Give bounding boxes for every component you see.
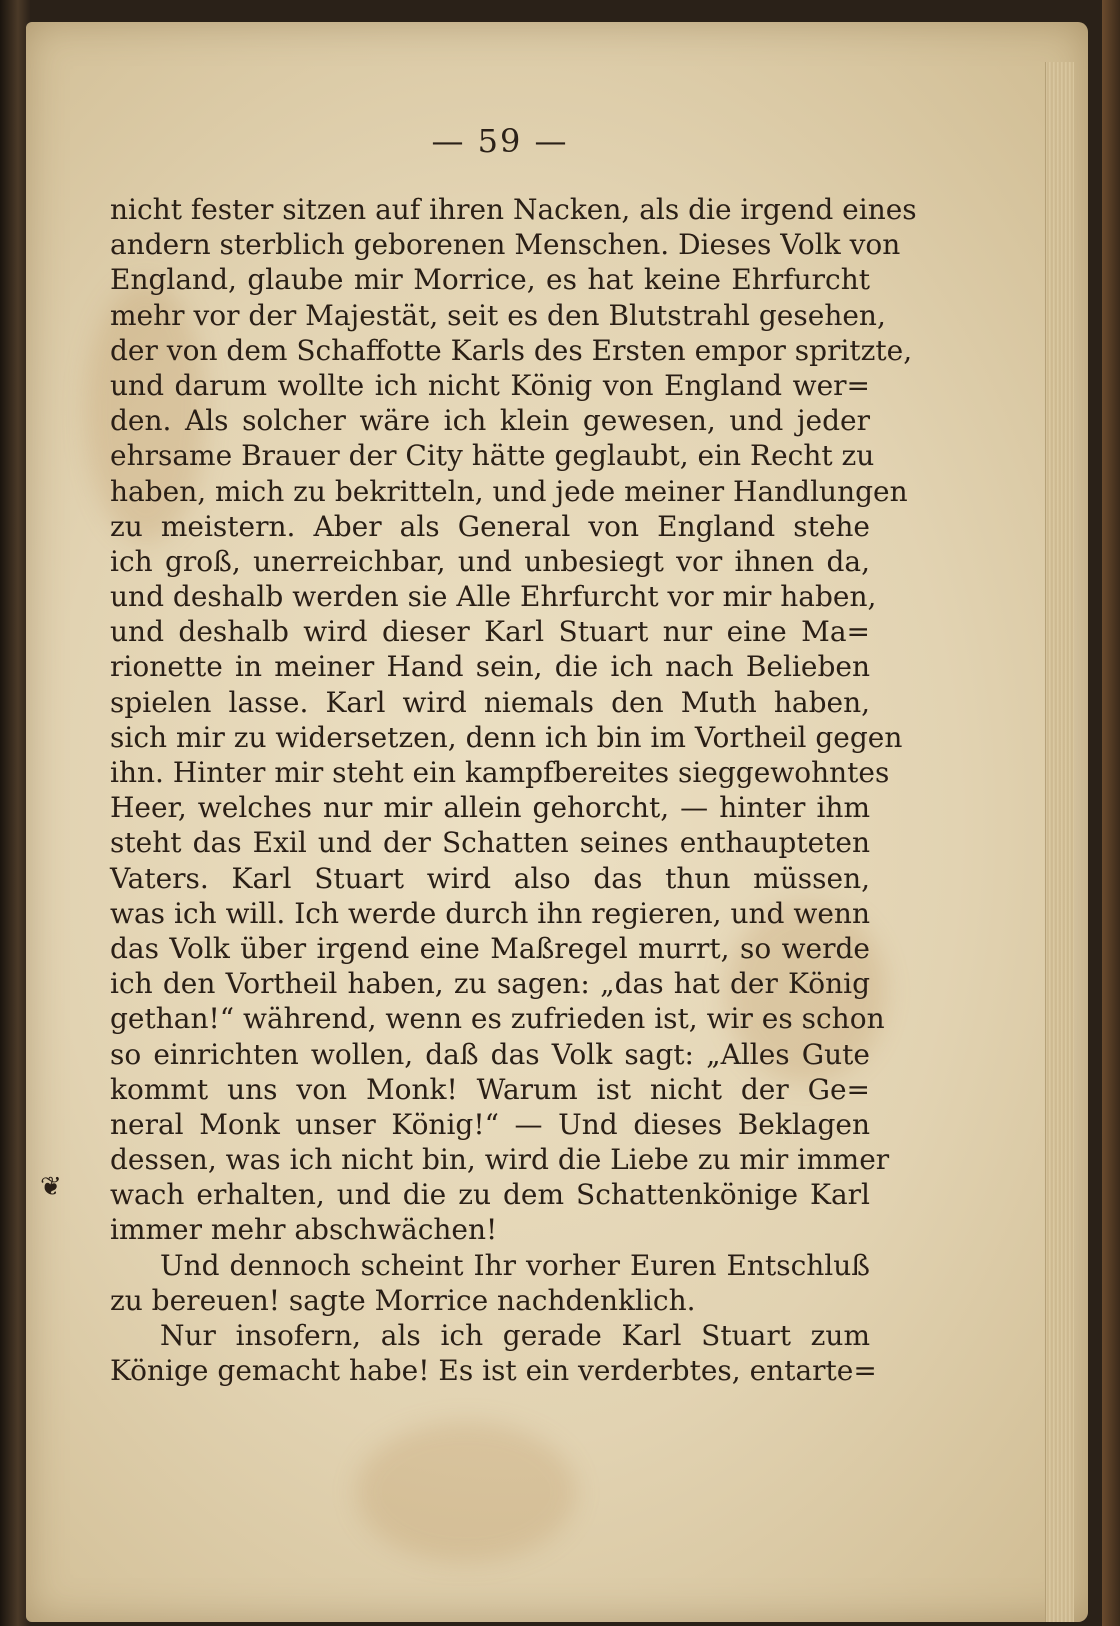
text-line: immer mehr abschwächen!: [110, 1213, 498, 1247]
text-line: haben, mich zu bekritteln, und jede meiner Handlungen: [110, 474, 908, 508]
text-line: nicht fester sitzen auf ihren Nacken, als die irgend eines: [110, 193, 917, 226]
text-line: den. Als solcher wäre ich klein gewesen, und jeder: [110, 404, 870, 438]
book-cover-edge: [1102, 0, 1120, 1626]
text-line: wach erhalten, und die zu dem Schattenkönige Karl: [110, 1178, 870, 1212]
text-line: spielen lasse. Karl wird niemals den Muth haben,: [110, 685, 870, 719]
text-line: Und dennoch scheint Ihr vorher Euren Entschluß: [160, 1248, 870, 1282]
text-line: dessen, was ich nicht bin, wird die Liebe zu mir immer: [110, 1143, 890, 1177]
text-line: kommt uns von Monk! Warum ist nicht der Ge=: [110, 1072, 870, 1106]
text-line: ihn. Hinter mir steht ein kampfbereites sieggewohntes: [110, 756, 890, 789]
margin-mark: ❦: [40, 1172, 62, 1202]
text-line: zu bereuen! sagte Morrice nachdenklich.: [110, 1283, 696, 1317]
text-line: mehr vor der Majestät, seit es den Blutstrahl gesehen,: [110, 298, 886, 332]
text-line: und deshalb werden sie Alle Ehrfurcht vor mir haben,: [110, 580, 877, 614]
text-line: gethan!“ während, wenn es zufrieden ist, wir es schon: [110, 1002, 885, 1036]
text-line: zu meistern. Aber als General von England stehe: [110, 509, 870, 543]
text-line: und deshalb wird dieser Karl Stuart nur eine Ma=: [110, 615, 870, 649]
text-line: ehrsame Brauer der City hätte geglaubt, ein Recht zu: [110, 439, 875, 473]
text-line: ich den Vortheil haben, zu sagen: „das hat der König: [110, 967, 870, 1001]
text-line: was ich will. Ich werde durch ihn regieren, und wenn: [110, 896, 870, 930]
text-line: andern sterblich geborenen Menschen. Dieses Volk von: [110, 228, 901, 262]
page-fore-edge: [1045, 62, 1074, 1622]
text-line: steht das Exil und der Schatten seines enthaupteten: [110, 826, 870, 860]
text-line: und darum wollte ich nicht König von England wer=: [110, 368, 870, 402]
body-text: [110, 192, 917, 1388]
text-line: ich groß, unerreichbar, und unbesiegt vor ihnen da,: [110, 544, 870, 578]
text-line: England, glaube mir Morrice, es hat keine Ehrfurcht: [110, 263, 870, 297]
text-line: der von dem Schaffotte Karls des Ersten empor spritzte,: [110, 333, 913, 367]
page-number: — 59 —: [431, 122, 569, 160]
text-line: rionette in meiner Hand sein, die ich nach Belieben: [110, 650, 870, 684]
paper-stain: [356, 1422, 576, 1562]
text-line: so einrichten wollen, daß das Volk sagt: „Alles Gute: [110, 1037, 870, 1071]
text-line: Nur insofern, als ich gerade Karl Stuart zum: [160, 1319, 870, 1352]
text-line: sich mir zu widersetzen, denn ich bin im Vortheil gegen: [110, 720, 903, 754]
text-line: Vaters. Karl Stuart wird also das thun müssen,: [110, 861, 870, 895]
text-line: Könige gemacht habe! Es ist ein verderbtes, entarte=: [110, 1354, 877, 1388]
text-line: das Volk über irgend eine Maßregel murrt, so werde: [110, 931, 870, 965]
text-line: neral Monk unser König!“ — Und dieses Beklagen: [110, 1107, 870, 1141]
text-line: Heer, welches nur mir allein gehorcht, — hinter ihm: [110, 791, 870, 825]
